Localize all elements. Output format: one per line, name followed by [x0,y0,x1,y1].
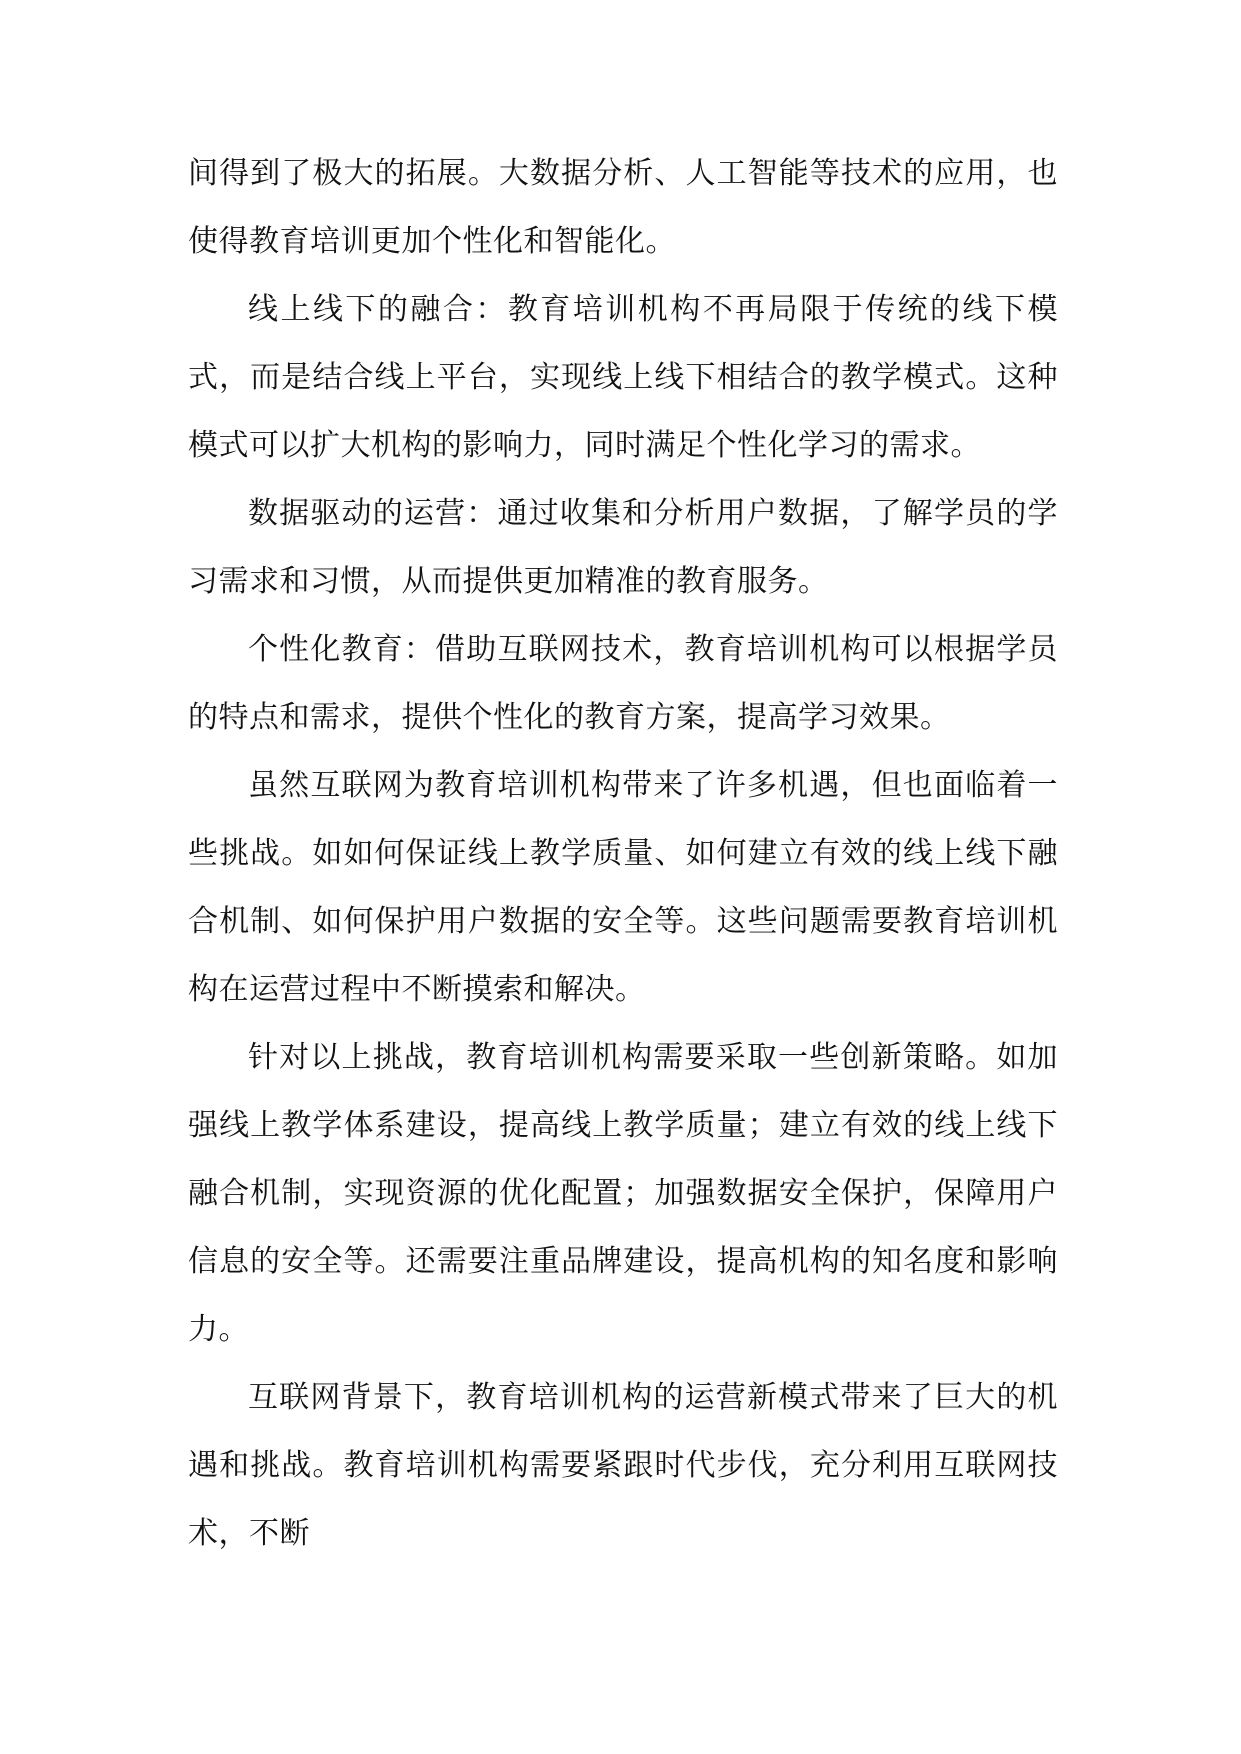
paragraph-conclusion: 互联网背景下，教育培训机构的运营新模式带来了巨大的机遇和挑战。教育培训机构需要紧跟时代步伐，充分利用互联网技术，不断 [188,1380,1058,1551]
paragraph-personalized-education: 个性化教育：借助互联网技术，教育培训机构可以根据学员的特点和需求，提供个性化的教育方案，提高学习效果。 [188,632,1058,735]
paragraph-online-offline-integration: 线上线下的融合：教育培训机构不再局限于传统的线下模式，而是结合线上平台，实现线上线下相结合的教学模式。这种模式可以扩大机构的影响力，同时满足个性化学习的需求。 [188,292,1058,463]
paragraph-data-driven-operation: 数据驱动的运营：通过收集和分析用户数据，了解学员的学习需求和习惯，从而提供更加精准的教育服务。 [188,496,1058,599]
paragraph-challenges: 虽然互联网为教育培训机构带来了许多机遇，但也面临着一些挑战。如如何保证线上教学质量、如何建立有效的线上线下融合机制、如何保护用户数据的安全等。这些问题需要教育培训机构在运营过程中不断摸索和解决。 [188,768,1058,1007]
paragraph-continued: 间得到了极大的拓展。大数据分析、人工智能等技术的应用，也使得教育培训更加个性化和智能化。 [188,156,1058,259]
body-text [188,140,1058,1568]
paragraph-strategies: 针对以上挑战，教育培训机构需要采取一些创新策略。如加强线上教学体系建设，提高线上教学质量；建立有效的线上线下融合机制，实现资源的优化配置；加强数据安全保护，保障用户信息的安全等。还需要注重品牌建设，提高机构的知名度和影响力。 [188,1040,1058,1347]
